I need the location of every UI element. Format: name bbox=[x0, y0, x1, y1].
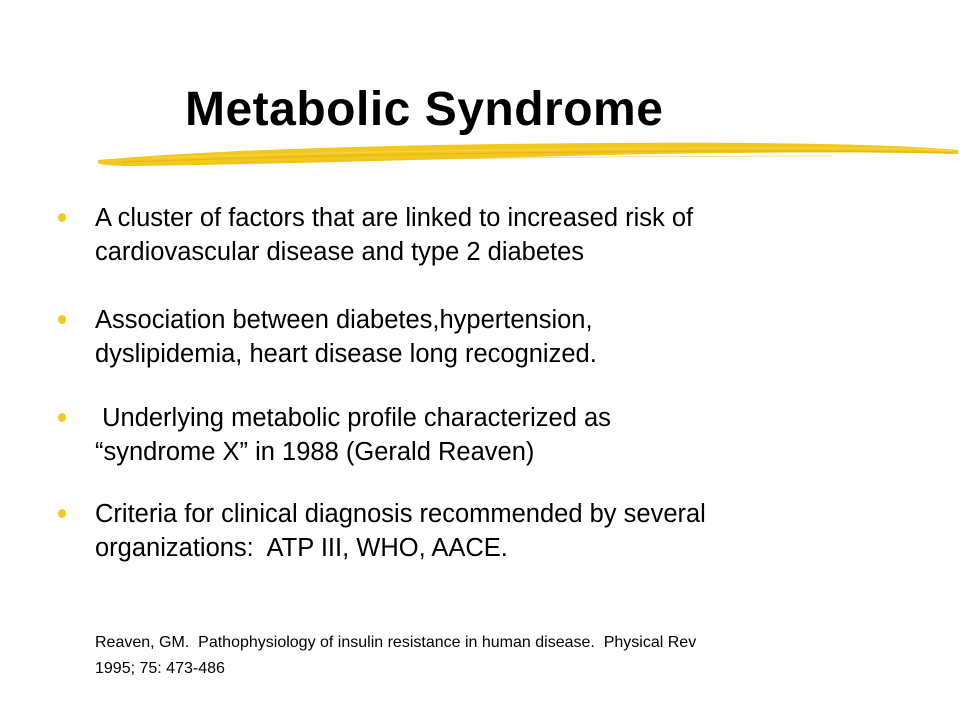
bullet-dot-icon bbox=[58, 413, 66, 422]
bullet-dot-icon bbox=[58, 315, 66, 324]
bullet-text: Association between diabetes,hypertension, dyslipidemia, heart disease long recognized. bbox=[95, 306, 597, 368]
title-underline-brushstroke bbox=[92, 136, 960, 176]
slide-title: Metabolic Syndrome bbox=[185, 83, 664, 136]
bullet-dot-icon bbox=[58, 213, 66, 222]
bullet-text: Criteria for clinical diagnosis recommended by several organizations: ATP III, WHO, AACE. bbox=[95, 500, 706, 562]
bullet-text: Underlying metabolic profile characterized as “syndrome X” in 1988 (Gerald Reaven) bbox=[95, 404, 611, 466]
bullet-dot-icon bbox=[58, 509, 66, 518]
bullet-text: A cluster of factors that are linked to increased risk of cardiovascular disease and type 2 diabetes bbox=[95, 204, 694, 266]
reference-citation: Reaven, GM. Pathophysiology of insulin resistance in human disease. Physical Rev 1995; 75: 473-486 bbox=[95, 634, 697, 677]
